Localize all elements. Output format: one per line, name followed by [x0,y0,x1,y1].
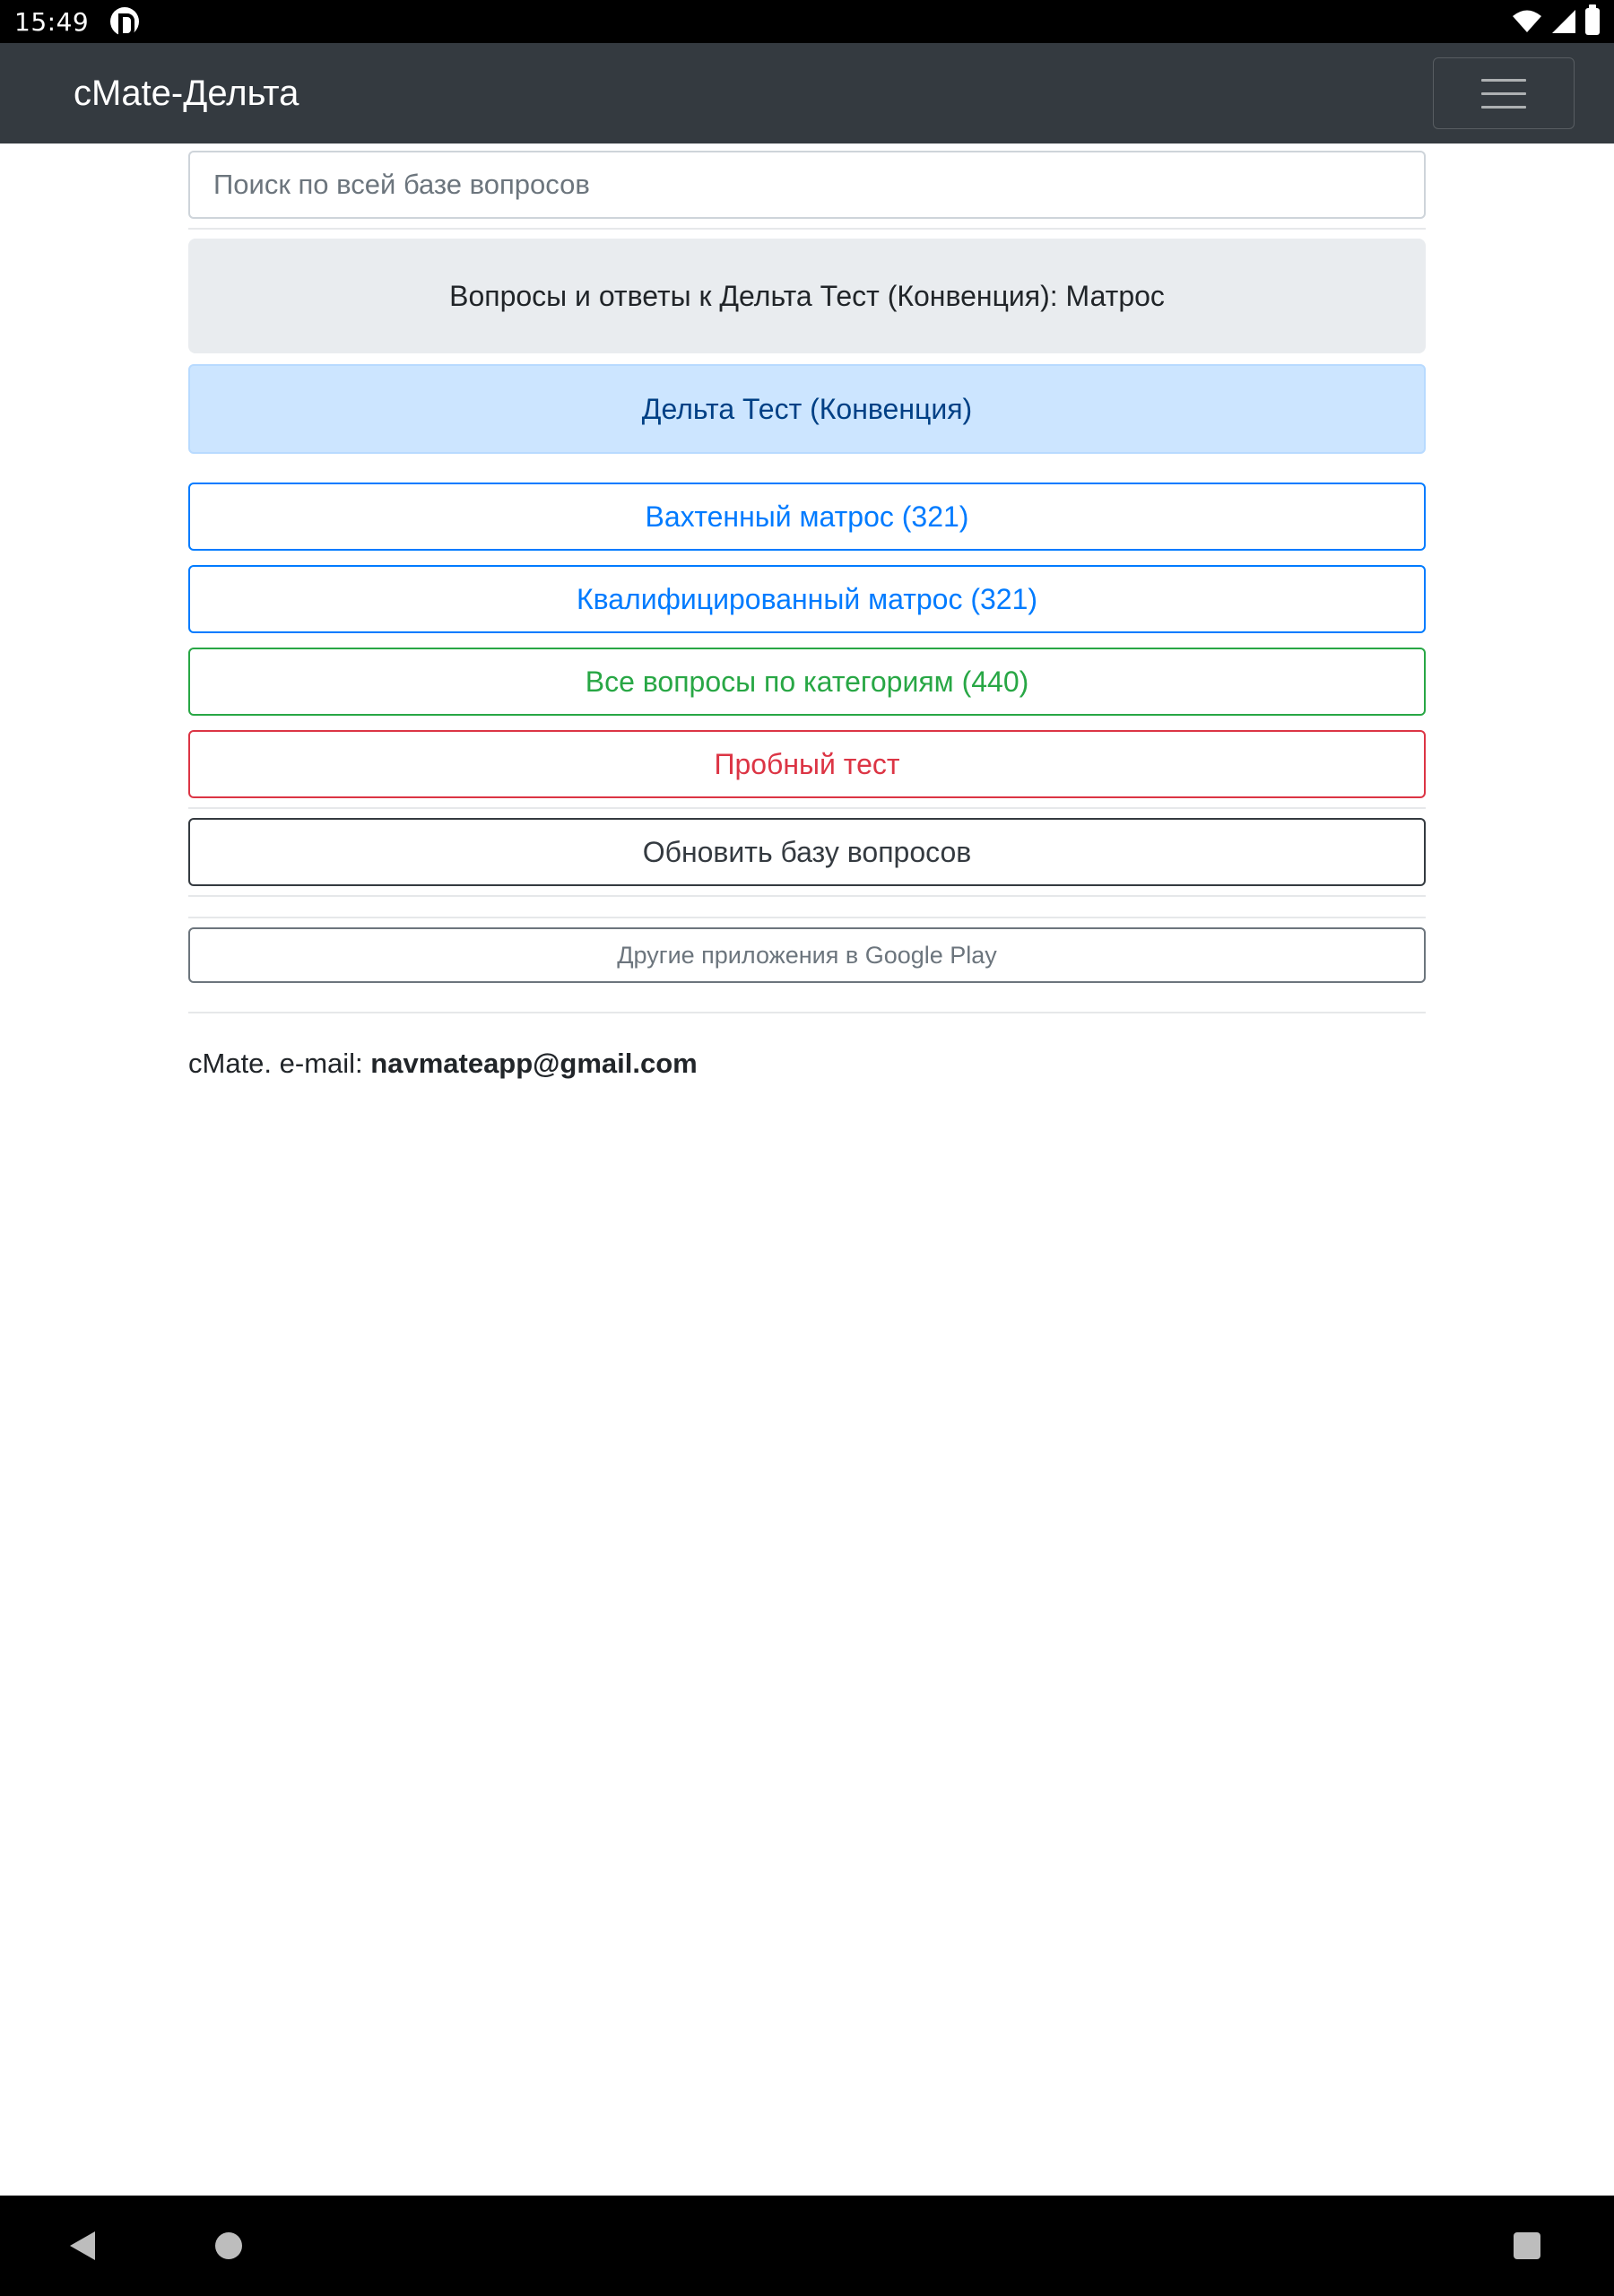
other-apps-label: Другие приложения в Google Play [617,941,997,969]
hamburger-icon-bar [1481,92,1526,95]
wifi-icon [1512,10,1542,33]
divider [188,895,1426,897]
menu-toggle-button[interactable] [1433,57,1575,129]
qualified-sailor-label: Квалифицированный матрос (321) [576,582,1038,615]
footer-contact [188,1048,1426,1080]
other-apps-button[interactable] [188,927,1426,983]
divider [188,1012,1426,1013]
test-title-text: Дельта Тест (Конвенция) [641,392,973,425]
divider [188,807,1426,809]
app-navbar [0,43,1614,144]
footer-prefix: cMate. e-mail: [188,1048,371,1079]
app-brand[interactable]: cMate-Дельта [74,73,299,113]
test-title-banner [188,364,1426,454]
all-categories-button[interactable] [188,648,1426,716]
update-database-label: Обновить базу вопросов [642,835,972,868]
page-heading-text: Вопросы и ответы к Дельта Тест (Конвенция): Матрос [449,279,1165,312]
main-content [188,151,1426,1080]
hamburger-icon [1481,79,1526,82]
signal-icon [1551,9,1576,34]
system-nav-bar [0,2196,1614,2296]
home-icon[interactable] [215,2232,242,2259]
watch-sailor-label: Вахтенный матрос (321) [645,500,969,533]
recents-icon[interactable] [1514,2232,1540,2259]
contact-email[interactable]: navmateapp@gmail.com [370,1048,698,1079]
trial-test-label: Пробный тест [714,747,900,780]
update-database-button[interactable] [188,818,1426,886]
back-icon[interactable] [70,2231,95,2260]
battery-icon [1585,8,1600,35]
watch-sailor-button[interactable] [188,483,1426,551]
divider [188,228,1426,230]
page-heading [188,239,1426,353]
hamburger-icon-bar [1481,106,1526,109]
trial-test-button[interactable] [188,730,1426,798]
qualified-sailor-button[interactable] [188,565,1426,633]
search-input[interactable] [188,151,1426,219]
status-time: 15:49 [14,6,90,37]
status-bar [0,0,1614,43]
status-icons [1512,8,1600,35]
notification-p-icon [110,7,139,36]
all-categories-label: Все вопросы по категориям (440) [585,665,1029,698]
divider [188,917,1426,918]
